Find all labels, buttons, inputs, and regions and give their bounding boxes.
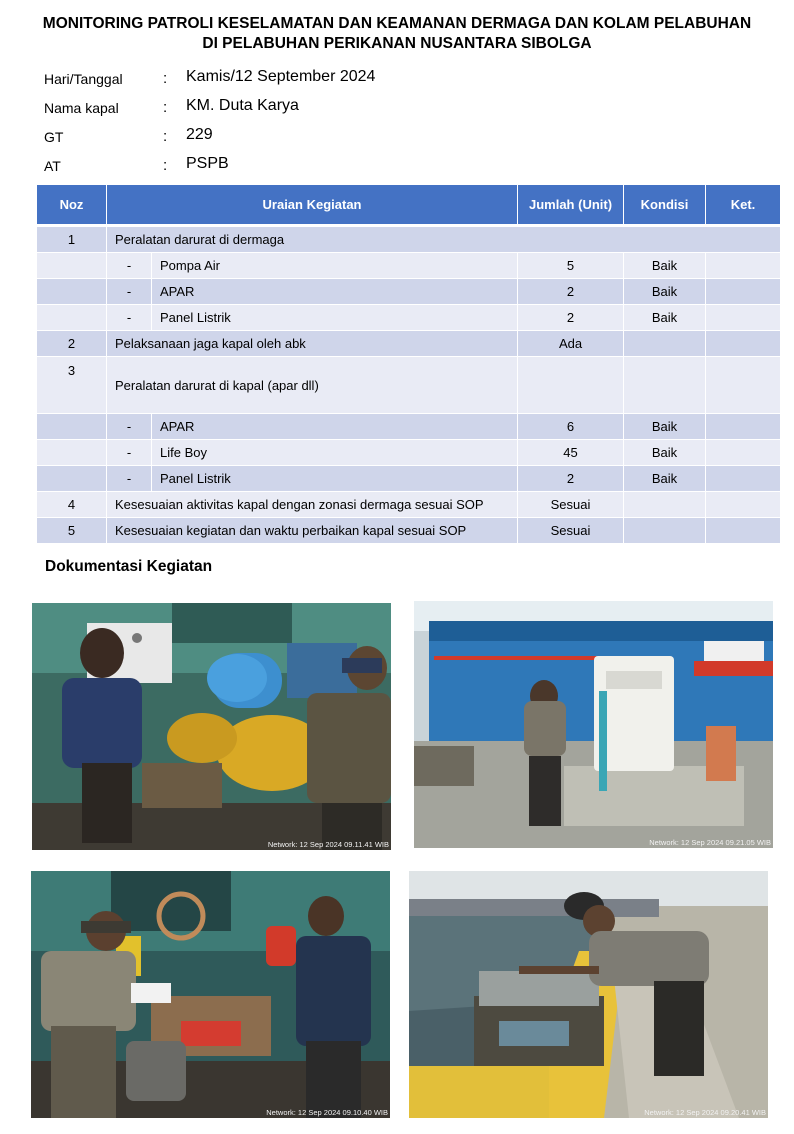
info-label: Hari/Tanggal	[44, 71, 123, 87]
cell-no: 5	[37, 518, 107, 544]
cell-jumlah: Ada	[518, 331, 624, 357]
info-row-ship-name	[44, 95, 444, 124]
table-row	[37, 227, 781, 253]
cell-item: APAR	[152, 279, 518, 305]
cell-kondisi	[624, 518, 706, 544]
table-row	[37, 253, 781, 279]
photo-timestamp: Network: 12 Sep 2024 09.21.05 WIB	[649, 838, 771, 847]
cell-dash: -	[107, 305, 152, 331]
cell-jumlah	[518, 357, 624, 414]
table-row	[37, 414, 781, 440]
cell-jumlah: Sesuai	[518, 492, 624, 518]
photo-engine-room-inspection-2	[31, 871, 390, 1118]
cell-uraian: Peralatan darurat di dermaga	[107, 227, 781, 253]
cell-ket	[706, 466, 781, 492]
cell-kondisi: Baik	[624, 440, 706, 466]
photo-dock-panel-inspection	[409, 871, 768, 1118]
cell-uraian: Pelaksanaan jaga kapal oleh abk	[107, 331, 518, 357]
info-row-date	[44, 66, 444, 95]
cell-uraian: Kesesuaian aktivitas kapal dengan zonasi dermaga sesuai SOP	[107, 492, 518, 518]
photo-dock-pump-station	[414, 601, 773, 848]
cell-jumlah: 2	[518, 466, 624, 492]
cell-no	[37, 414, 107, 440]
photo-illustration	[409, 871, 768, 1118]
cell-kondisi	[624, 492, 706, 518]
cell-kondisi: Baik	[624, 253, 706, 279]
table-row	[37, 279, 781, 305]
activity-table	[36, 184, 781, 544]
table-header-row	[37, 185, 781, 225]
info-row-at	[44, 153, 444, 182]
cell-ket	[706, 492, 781, 518]
cell-ket	[706, 279, 781, 305]
cell-kondisi	[624, 331, 706, 357]
photo-illustration	[31, 871, 390, 1118]
documentation-title: Dokumentasi Kegiatan	[45, 558, 213, 575]
cell-dash: -	[107, 466, 152, 492]
info-label: GT	[44, 129, 64, 145]
cell-item: Panel Listrik	[152, 466, 518, 492]
info-separator: :	[163, 70, 168, 87]
title-line-2: DI PELABUHAN PERIKANAN NUSANTARA SIBOLGA	[202, 35, 592, 52]
photo-timestamp: Network: 12 Sep 2024 09.10.40 WIB	[266, 1108, 388, 1117]
info-block	[44, 66, 444, 182]
cell-jumlah: 2	[518, 279, 624, 305]
cell-jumlah: 6	[518, 414, 624, 440]
cell-uraian: Peralatan darurat di kapal (apar dll)	[107, 357, 518, 414]
cell-no	[37, 279, 107, 305]
cell-jumlah: 5	[518, 253, 624, 279]
header-uraian: Uraian Kegiatan	[107, 185, 518, 225]
cell-ket	[706, 440, 781, 466]
cell-uraian: Kesesuaian kegiatan dan waktu perbaikan kapal sesuai SOP	[107, 518, 518, 544]
cell-item: Life Boy	[152, 440, 518, 466]
cell-ket	[706, 305, 781, 331]
cell-dash: -	[107, 279, 152, 305]
info-separator: :	[163, 128, 168, 145]
cell-no	[37, 305, 107, 331]
info-separator: :	[163, 157, 168, 174]
cell-no	[37, 466, 107, 492]
cell-ket	[706, 518, 781, 544]
cell-jumlah: 45	[518, 440, 624, 466]
photo-timestamp: Network: 12 Sep 2024 09.20.41 WIB	[644, 1108, 766, 1117]
cell-jumlah: 2	[518, 305, 624, 331]
cell-kondisi: Baik	[624, 466, 706, 492]
cell-kondisi: Baik	[624, 279, 706, 305]
title-line-1: MONITORING PATROLI KESELAMATAN DAN KEAMANAN DERMAGA DAN KOLAM PELABUHAN	[42, 15, 752, 32]
photo-engine-room-inspection	[32, 603, 391, 850]
table-row	[37, 518, 781, 544]
info-value: Kamis/12 September 2024	[186, 68, 376, 85]
info-value: KM. Duta Karya	[186, 97, 299, 114]
header-kondisi: Kondisi	[624, 185, 706, 225]
table-row	[37, 331, 781, 357]
photo-timestamp: Network: 12 Sep 2024 09.11.41 WIB	[267, 840, 389, 849]
document-title	[0, 14, 794, 54]
cell-ket	[706, 331, 781, 357]
table-row	[37, 357, 781, 414]
header-ket: Ket.	[706, 185, 781, 225]
info-value: 229	[186, 126, 213, 143]
cell-kondisi	[624, 357, 706, 414]
photo-illustration	[414, 601, 773, 848]
cell-kondisi: Baik	[624, 414, 706, 440]
photo-illustration	[32, 603, 391, 850]
cell-item: Panel Listrik	[152, 305, 518, 331]
header-no: Noz	[37, 185, 107, 225]
cell-item: Pompa Air	[152, 253, 518, 279]
cell-no: 3	[37, 357, 107, 414]
cell-no: 2	[37, 331, 107, 357]
cell-dash: -	[107, 253, 152, 279]
cell-ket	[706, 414, 781, 440]
table-row	[37, 305, 781, 331]
cell-no: 1	[37, 227, 107, 253]
cell-no: 4	[37, 492, 107, 518]
info-label: AT	[44, 158, 61, 174]
cell-dash: -	[107, 440, 152, 466]
info-label: Nama kapal	[44, 100, 119, 116]
cell-no	[37, 440, 107, 466]
info-row-gt	[44, 124, 444, 153]
cell-ket	[706, 357, 781, 414]
cell-no	[37, 253, 107, 279]
cell-ket	[706, 253, 781, 279]
header-jumlah: Jumlah (Unit)	[518, 185, 624, 225]
cell-jumlah: Sesuai	[518, 518, 624, 544]
table-row	[37, 466, 781, 492]
cell-kondisi: Baik	[624, 305, 706, 331]
cell-item: APAR	[152, 414, 518, 440]
table-row	[37, 492, 781, 518]
table-row	[37, 440, 781, 466]
info-value: PSPB	[186, 155, 229, 172]
info-separator: :	[163, 99, 168, 116]
cell-dash: -	[107, 414, 152, 440]
